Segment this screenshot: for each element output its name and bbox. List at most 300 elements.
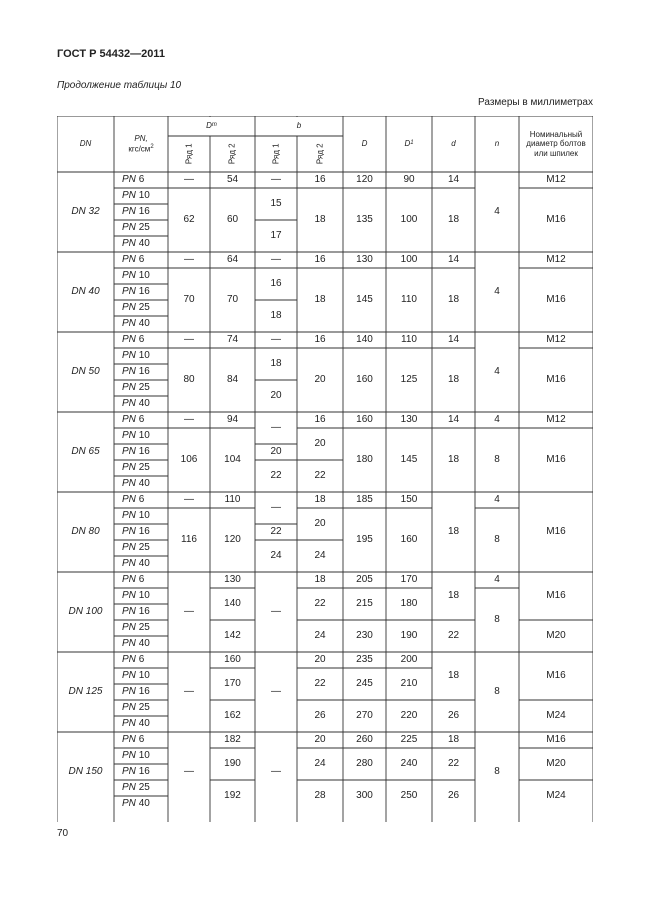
table-cell-n: 8 <box>494 686 500 697</box>
pn-value <box>114 716 168 732</box>
header-d1: D 1 <box>404 139 414 149</box>
table-cell-d: 14 <box>447 334 460 345</box>
table-cell-d: 26 <box>447 790 460 801</box>
table-cell-dm1: 70 <box>183 294 195 305</box>
table-cell-b2: 20 <box>314 374 326 385</box>
table-cell-bolt: M20 <box>546 630 566 641</box>
pn-number: 25 <box>138 302 150 313</box>
header-pn <box>114 116 168 172</box>
table-cell-b2: 16 <box>314 334 326 345</box>
table-cell-b1: — <box>271 606 281 617</box>
dn-label: DN 150 <box>68 766 103 777</box>
pn-prefix: PN <box>122 718 136 729</box>
table-cell-dm2: 130 <box>224 574 241 585</box>
table-cell-d: 26 <box>447 710 460 721</box>
pn-value <box>114 748 168 764</box>
table-cell-b2: 16 <box>314 254 326 265</box>
pn-value <box>114 428 168 444</box>
table-cell-D1: 100 <box>400 254 418 265</box>
pn-value <box>114 220 168 236</box>
table-cell-b2: 20 <box>314 438 326 449</box>
pn-prefix: PN <box>122 590 136 601</box>
table-cell-D: 135 <box>356 214 373 225</box>
table-cell-dm1: — <box>184 606 194 617</box>
table-cell-D1: 170 <box>400 574 418 585</box>
table-cell-dm2: 142 <box>224 630 241 641</box>
table-cell-d: 18 <box>447 734 460 745</box>
table-cell-D1: 160 <box>400 534 418 545</box>
table-cell-n: 4 <box>494 574 500 585</box>
pn-prefix: PN <box>122 446 136 457</box>
table-cell-d: 18 <box>447 670 460 681</box>
pn-number: 25 <box>138 462 150 473</box>
table-cell-b1: 18 <box>270 358 282 369</box>
pn-value <box>114 300 168 316</box>
pn-number: 16 <box>138 606 150 617</box>
table-cell-dm2: 70 <box>226 294 239 305</box>
pn-prefix: PN <box>122 542 136 553</box>
header-bolt-diameter: Номинальный диаметр болтов или шпилек <box>526 129 586 158</box>
pn-prefix: PN <box>122 622 136 633</box>
table-cell-D: 235 <box>356 654 373 665</box>
pn-value <box>114 572 168 588</box>
pn-number: 10 <box>138 190 150 201</box>
pn-prefix: PN <box>122 270 136 281</box>
table-cell-bolt: M16 <box>546 214 566 225</box>
table-cell-b1: 22 <box>270 470 282 481</box>
table-cell-dm2: 140 <box>224 598 241 609</box>
pn-number: 10 <box>138 670 150 681</box>
table-cell-b1: 18 <box>270 310 282 321</box>
table-cell-n: 4 <box>494 286 500 297</box>
pn-prefix: PN <box>122 366 136 377</box>
pn-prefix: PN <box>122 558 136 569</box>
pn-value <box>114 380 168 396</box>
table-cell-d: 18 <box>447 214 460 225</box>
table-cell-n: 8 <box>494 534 500 545</box>
header-dm-row2: Ряд 2 <box>227 143 237 165</box>
table-cell-bolt: M12 <box>546 174 566 185</box>
table-cell-bolt: M16 <box>546 526 566 537</box>
pn-prefix: PN <box>122 414 136 425</box>
table-cell-n: 8 <box>494 454 500 465</box>
table-cell-dm2: 110 <box>224 494 241 505</box>
table-cell-D: 160 <box>356 414 373 425</box>
pn-prefix: PN <box>122 254 136 265</box>
pn-prefix: PN <box>122 638 136 649</box>
pn-prefix: PN <box>122 670 136 681</box>
table-cell-D: 195 <box>356 534 373 545</box>
table-cell-dm1: — <box>184 414 194 425</box>
table-cell-bolt: M16 <box>546 294 566 305</box>
table-cell-dm2: 190 <box>224 758 241 769</box>
table-cell-D1: 90 <box>403 174 415 185</box>
pn-number: 10 <box>138 270 150 281</box>
table-cell-D1: 100 <box>400 214 418 225</box>
header-dm: D m <box>206 121 217 131</box>
pn-prefix: PN <box>122 350 136 361</box>
table-cell-dm2: 54 <box>226 174 239 185</box>
pn-prefix: PN <box>122 398 136 409</box>
table-cell-D: 300 <box>356 790 373 801</box>
pn-number: 40 <box>138 558 150 569</box>
table-cell-d: 18 <box>447 590 460 601</box>
pn-value <box>114 524 168 540</box>
table-cell-D: 245 <box>356 678 373 689</box>
pn-number: 6 <box>138 254 145 265</box>
pn-prefix: PN <box>122 798 136 809</box>
pn-prefix: PN <box>122 382 136 393</box>
table-cell-dm1: 106 <box>180 454 198 465</box>
table-cell-b2: 18 <box>314 494 326 505</box>
pn-value <box>114 188 168 204</box>
table-cell-D1: 125 <box>400 374 418 385</box>
pn-number: 6 <box>138 654 145 665</box>
table-cell-n: 8 <box>494 614 500 625</box>
table-cell-bolt: M16 <box>546 734 566 745</box>
table-cell-D: 180 <box>356 454 373 465</box>
pn-number: 10 <box>138 430 150 441</box>
table-cell-bolt: M20 <box>546 758 566 769</box>
table-cell-dm2: 64 <box>226 254 239 265</box>
table-cell-b1: 16 <box>270 278 282 289</box>
pn-prefix: PN <box>122 302 136 313</box>
table-cell-D: 280 <box>356 758 373 769</box>
table-cell-dm2: 94 <box>226 414 239 425</box>
dn-label: DN 65 <box>71 446 100 457</box>
pn-number: 6 <box>138 414 145 425</box>
pn-prefix: PN <box>122 494 136 505</box>
table-cell-b2: 20 <box>314 654 326 665</box>
table-cell-D1: 150 <box>400 494 418 505</box>
table-cell-dm2: 182 <box>224 734 241 745</box>
pn-number: 16 <box>138 206 150 217</box>
table-cell-b2: 26 <box>314 710 326 721</box>
table-cell-D: 215 <box>356 598 373 609</box>
table-cell-D1: 240 <box>400 758 418 769</box>
pn-prefix: PN <box>122 174 136 185</box>
pn-prefix: PN <box>122 190 136 201</box>
table-cell-b2: 22 <box>314 678 326 689</box>
table-cell-n: 4 <box>494 206 500 217</box>
dn-label: DN 32 <box>71 206 100 217</box>
table-cell-n: 4 <box>494 494 500 505</box>
pn-number: 10 <box>138 350 150 361</box>
table-cell-d: 14 <box>447 174 460 185</box>
pn-prefix: PN <box>122 782 136 793</box>
pn-prefix: PN <box>122 734 136 745</box>
pn-number: 40 <box>138 718 150 729</box>
pn-number: 6 <box>138 574 145 585</box>
pn-prefix: PN <box>122 286 136 297</box>
table-cell-d: 22 <box>447 758 460 769</box>
pn-value <box>114 780 168 796</box>
pn-value <box>114 348 168 364</box>
pn-number: 16 <box>138 366 150 377</box>
pn-value <box>114 396 168 412</box>
header-n: n <box>494 139 500 149</box>
table-cell-D: 160 <box>356 374 373 385</box>
dn-label: DN 40 <box>71 286 100 297</box>
table-cell-n: 8 <box>494 766 500 777</box>
table-cell-b2: 16 <box>314 414 326 425</box>
table-cell-b2: 18 <box>314 214 326 225</box>
pn-prefix: PN <box>122 526 136 537</box>
table-cell-dm2: 160 <box>224 654 241 665</box>
header-b-row2: Ряд 2 <box>315 143 325 165</box>
table-cell-b2: 22 <box>314 470 326 481</box>
header-dn: DN <box>79 139 92 149</box>
pn-number: 16 <box>138 766 150 777</box>
table-cell-D1: 180 <box>400 598 418 609</box>
table-cell-bolt: M16 <box>546 590 566 601</box>
header-d-outer: D <box>361 139 368 149</box>
table-cell-d: 22 <box>447 630 460 641</box>
table-cell-D: 145 <box>356 294 373 305</box>
table-cell-D1: 200 <box>400 654 418 665</box>
table-cell-dm2: 120 <box>224 534 241 545</box>
pn-prefix: PN <box>122 238 136 249</box>
pn-number: 16 <box>138 446 150 457</box>
table-cell-d: 18 <box>447 294 460 305</box>
pn-value <box>114 604 168 620</box>
table-cell-bolt: M12 <box>546 414 566 425</box>
pn-prefix: PN <box>122 750 136 761</box>
pn-number: 25 <box>138 782 150 793</box>
table-cell-b1: 20 <box>270 390 282 401</box>
table-cell-b1: — <box>271 766 281 777</box>
table-cell-D: 205 <box>356 574 373 585</box>
pn-value <box>114 268 168 284</box>
table-cell-dm1: 80 <box>183 374 195 385</box>
pn-number: 25 <box>138 382 150 393</box>
table-cell-b1: — <box>271 422 281 433</box>
table-cell-b2: 28 <box>314 790 326 801</box>
table-cell-D1: 225 <box>400 734 418 745</box>
pn-value <box>114 460 168 476</box>
table-cell-dm1: — <box>184 686 194 697</box>
table-cell-dm2: 84 <box>226 374 239 385</box>
table-cell-b1: — <box>271 174 281 185</box>
pn-value <box>114 652 168 668</box>
document-code: ГОСТ Р 54432—2011 <box>57 48 165 60</box>
pn-number: 6 <box>138 494 145 505</box>
table-cell-dm2: 60 <box>226 214 239 225</box>
pn-value <box>114 508 168 524</box>
table-cell-D1: 145 <box>400 454 418 465</box>
pn-number: 40 <box>138 238 150 249</box>
pn-prefix: PN <box>122 654 136 665</box>
pn-number: 40 <box>138 318 150 329</box>
table-cell-b1: 22 <box>270 526 282 537</box>
table-cell-D: 270 <box>356 710 373 721</box>
dn-label: DN 125 <box>68 686 103 697</box>
dn-label: DN 100 <box>68 606 103 617</box>
header-dm-row1: Ряд 1 <box>184 143 194 165</box>
table-cell-d: 14 <box>447 254 460 265</box>
pn-number: 40 <box>138 798 150 809</box>
pn-value <box>114 316 168 332</box>
header-d-hole: d <box>451 139 456 149</box>
pn-number: 40 <box>138 398 150 409</box>
pn-value <box>114 284 168 300</box>
table-cell-D1: 130 <box>400 414 418 425</box>
table-cell-b1: — <box>271 686 281 697</box>
table-cell-bolt: M12 <box>546 254 566 265</box>
units-note: Размеры в миллиметрах <box>478 97 593 108</box>
pn-prefix: PN <box>122 206 136 217</box>
pn-value <box>114 412 168 428</box>
pn-prefix: PN <box>122 702 136 713</box>
table-cell-D1: 110 <box>401 334 417 345</box>
pn-value <box>114 796 168 812</box>
table-cell-dm1: — <box>184 494 194 505</box>
page-number: 70 <box>57 828 69 839</box>
table-cell-b2: 20 <box>314 734 326 745</box>
header-b-row1: Ряд 1 <box>271 143 281 165</box>
pn-prefix: PN <box>122 574 136 585</box>
pn-value <box>114 172 168 188</box>
pn-value <box>114 732 168 748</box>
table-cell-dm1: — <box>184 766 194 777</box>
pn-value <box>114 540 168 556</box>
table-cell-dm1: 116 <box>181 534 197 545</box>
pn-prefix: PN <box>122 430 136 441</box>
pn-value <box>114 476 168 492</box>
table-continuation-caption: Продолжение таблицы 10 <box>57 80 182 91</box>
table-cell-dm1: 62 <box>183 214 195 225</box>
table-cell-dm1: — <box>184 254 194 265</box>
pn-value <box>114 364 168 380</box>
pn-number: 6 <box>138 734 145 745</box>
table-cell-D1: 190 <box>400 630 418 641</box>
pn-number: 16 <box>138 286 150 297</box>
pn-number: 6 <box>138 174 145 185</box>
pn-value <box>114 444 168 460</box>
header-b: b <box>296 121 302 131</box>
pn-number: 25 <box>138 702 150 713</box>
pn-prefix: PN <box>122 462 136 473</box>
pn-value <box>114 236 168 252</box>
table-cell-d: 18 <box>447 374 460 385</box>
pn-prefix: PN <box>122 510 136 521</box>
table-cell-D: 185 <box>356 494 373 505</box>
table-cell-D1: 220 <box>400 710 418 721</box>
pn-value <box>114 668 168 684</box>
pn-value <box>114 636 168 652</box>
table-cell-b2: 22 <box>314 598 326 609</box>
pn-value <box>114 700 168 716</box>
pn-value <box>114 204 168 220</box>
pn-prefix: PN <box>122 766 136 777</box>
pn-number: 25 <box>138 622 150 633</box>
table-cell-dm1: — <box>184 174 194 185</box>
table-cell-b2: 18 <box>314 294 326 305</box>
table-cell-d: 14 <box>447 414 460 425</box>
table-cell-bolt: M24 <box>546 790 566 801</box>
table-cell-D: 130 <box>356 254 373 265</box>
pn-number: 6 <box>138 334 145 345</box>
dn-label: DN 80 <box>71 526 100 537</box>
dn-label: DN 50 <box>71 366 100 377</box>
table-cell-d: 18 <box>447 454 460 465</box>
table-cell-D1: 250 <box>400 790 418 801</box>
pn-prefix: PN <box>122 686 136 697</box>
table-cell-b1: 17 <box>270 230 282 241</box>
table-cell-dm2: 192 <box>224 790 241 801</box>
table-cell-D: 120 <box>356 174 373 185</box>
header-pn-units: кгс/$см^2$ <box>128 143 154 154</box>
table-cell-D1: 210 <box>400 678 418 689</box>
table-cell-D: 260 <box>356 734 373 745</box>
table-cell-n: 4 <box>494 414 500 425</box>
pn-number: 16 <box>138 526 150 537</box>
table-cell-D: 140 <box>356 334 373 345</box>
table-cell-b2: 24 <box>314 758 326 769</box>
pn-value <box>114 492 168 508</box>
table-cell-b2: 18 <box>314 574 326 585</box>
pn-value <box>114 332 168 348</box>
table-cell-n: 4 <box>494 366 500 377</box>
pn-number: 40 <box>138 638 150 649</box>
table-cell-bolt: M24 <box>546 710 566 721</box>
table-cell-D1: 110 <box>401 294 417 305</box>
table-cell-b1: — <box>271 502 281 513</box>
table-cell-b1: — <box>271 254 281 265</box>
pn-number: 25 <box>138 542 150 553</box>
table-cell-b2: 24 <box>314 630 326 641</box>
table-cell-bolt: M16 <box>546 454 566 465</box>
pn-number: 10 <box>138 510 150 521</box>
pn-prefix: PN <box>122 334 136 345</box>
table-cell-b2: 20 <box>314 518 326 529</box>
table-cell-dm2: 170 <box>224 678 241 689</box>
pn-prefix: PN <box>122 606 136 617</box>
pn-value <box>114 556 168 572</box>
pn-value <box>114 764 168 780</box>
table-cell-bolt: M16 <box>546 374 566 385</box>
pn-prefix: PN <box>122 222 136 233</box>
pn-number: 16 <box>138 686 150 697</box>
table-cell-dm2: 104 <box>224 454 241 465</box>
flange-dimensions-table <box>57 116 593 822</box>
pn-number: 10 <box>138 750 150 761</box>
table-cell-bolt: M12 <box>546 334 566 345</box>
table-cell-D: 230 <box>356 630 373 641</box>
table-cell-bolt: M16 <box>546 670 566 681</box>
pn-number: 40 <box>138 478 150 489</box>
table-cell-b1: — <box>271 334 281 345</box>
pn-prefix: PN <box>122 318 136 329</box>
table-cell-dm2: 74 <box>226 334 239 345</box>
table-cell-b2: 16 <box>314 174 326 185</box>
pn-prefix: PN <box>122 478 136 489</box>
pn-value <box>114 252 168 268</box>
table-cell-b2: 24 <box>314 550 326 561</box>
table-cell-b1: 20 <box>270 446 282 457</box>
table-cell-b1: 24 <box>270 550 282 561</box>
pn-value <box>114 588 168 604</box>
pn-number: 10 <box>138 590 150 601</box>
pn-number: 25 <box>138 222 150 233</box>
pn-value <box>114 620 168 636</box>
table-cell-b1: 15 <box>270 198 282 209</box>
header-pn-label: PN, <box>134 134 148 144</box>
pn-value <box>114 684 168 700</box>
table-cell-dm2: 162 <box>224 710 241 721</box>
table-cell-dm1: — <box>184 334 194 345</box>
table-cell-d: 18 <box>447 526 460 537</box>
